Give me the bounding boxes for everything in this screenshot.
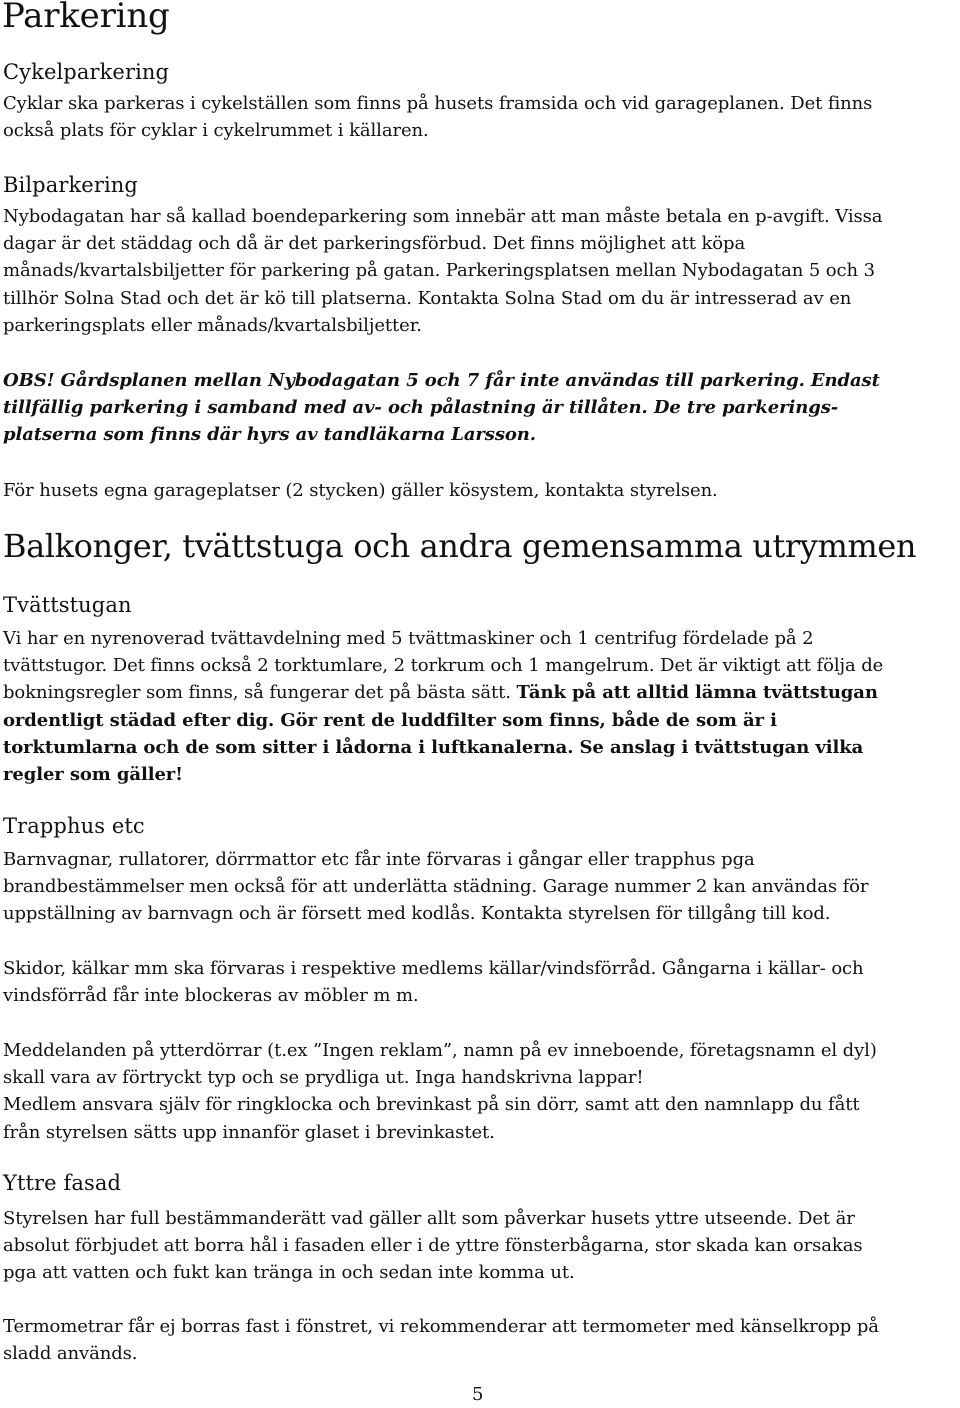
paragraph-bilparkering [3, 203, 953, 339]
text-line: också plats för cyklar i cykelrummet i källaren. [3, 120, 429, 142]
section-heading-cykelparkering: Cykelparkering [3, 60, 170, 84]
text-line: månads/kvartalsbiljetter för parkering på gatan. Parkeringsplatsen mellan Nybodagatan 5 och 3 [3, 260, 875, 282]
text-line: ordentligt städad efter dig. Gör rent de luddfilter som finns, både de som är i [3, 709, 777, 731]
section-title-common-areas: Balkonger, tvättstuga och andra gemensamma utrymmen [3, 527, 917, 565]
text-line: Barnvagnar, rullatorer, dörrmattor etc får inte förvaras i gångar eller trapphus pga [3, 849, 755, 870]
paragraph-tvattstugan [3, 625, 953, 788]
text-line: dagar är det städdag och då är det parkeringsförbud. Det finns möjlighet att köpa [3, 233, 746, 255]
text-line: sladd används. [3, 1343, 138, 1365]
text-line [3, 679, 953, 706]
paragraph-fasad-1 [3, 1205, 953, 1287]
text-line: från styrelsen sätts upp innanför glaset i brevinkastet. [3, 1121, 495, 1143]
text-line: Skidor, kälkar mm ska förvaras i respektive medlems källar/vindsförråd. Gångarna i källar- och [3, 958, 864, 979]
text-line: absolut förbjudet att borra hål i fasaden eller i de yttre fönsterbågarna, stor skada kan orsakas [3, 1235, 863, 1257]
text-line: skall vara av förtryckt typ och se prydliga ut. Inga handskrivna lappar! [3, 1067, 644, 1089]
text-line: Meddelanden på ytterdörrar (t.ex ”Ingen reklam”, namn på ev inneboende, företagsnamn el dyl) [3, 1040, 877, 1061]
page-number: 5 [472, 1384, 484, 1405]
text-line: brandbestämmelser men också för att underlätta städning. Garage nummer 2 kan användas för [3, 876, 869, 898]
text-run: bokningsregler som finns, så fungerar det på bästa sätt. [3, 682, 517, 704]
text-line: pga att vatten och fukt kan tränga in och sedan inte komma ut. [3, 1262, 575, 1284]
text-line: torktumlarna och de som sitter i lådorna i luftkanalerna. Se anslag i tvättstugan vilka [3, 736, 864, 758]
text-line: Termometrar får ej borras fast i fönstret, vi rekommenderar att termometer med känselkropp på [3, 1316, 879, 1337]
section-heading-trapphus: Trapphus etc [3, 814, 145, 838]
text-line: Styrelsen har full bestämmanderätt vad gäller allt som påverkar husets yttre utseende. Det är [3, 1208, 855, 1229]
text-run-bold: Tänk på att alltid lämna tvättstugan [516, 682, 878, 704]
text-line: vindsförråd får inte blockeras av möbler m m. [3, 985, 419, 1007]
paragraph-trapphus-3 [3, 1037, 953, 1146]
section-heading-yttre-fasad: Yttre fasad [3, 1171, 122, 1195]
text-line: platserna som finns där hyrs av tandläkarna Larsson. [3, 424, 536, 446]
text-line: Medlem ansvara själv för ringklocka och brevinkast på sin dörr, samt att den namnlapp du fått [3, 1094, 860, 1116]
text-line: tillhör Solna Stad och det är kö till platserna. Kontakta Solna Stad om du är intresserad av en [3, 287, 852, 309]
paragraph-garage [3, 477, 953, 504]
text-line: regler som gäller! [3, 764, 183, 786]
text-line: OBS! Gårdsplanen mellan Nybodagatan 5 och 7 får inte användas till parkering. Endast [3, 370, 880, 391]
paragraph-trapphus-1 [3, 846, 953, 928]
paragraph-cykelparkering [3, 90, 953, 144]
text-line: parkeringsplats eller månads/kvartalsbiljetter. [3, 314, 422, 336]
section-heading-bilparkering: Bilparkering [3, 173, 138, 197]
text-line: tillfällig parkering i samband med av- och pålastning är tillåten. De tre parkerings- [3, 397, 839, 419]
text-line: Vi har en nyrenoverad tvättavdelning med 5 tvättmaskiner och 1 centrifug fördelade på 2 [3, 628, 814, 649]
paragraph-trapphus-2 [3, 955, 953, 1009]
paragraph-fasad-2 [3, 1313, 953, 1367]
text-line: uppställning av barnvagn och är försett med kodlås. Kontakta styrelsen för tillgång till kod. [3, 903, 831, 925]
page-title: Parkering [2, 0, 170, 36]
text-line: Nybodagatan har så kallad boendeparkering som innebär att man måste betala en p-avgift. Vissa [3, 206, 883, 227]
obs-notice [3, 367, 953, 449]
text-line: För husets egna garageplatser (2 stycken) gäller kösystem, kontakta styrelsen. [3, 480, 718, 501]
text-line: tvättstugor. Det finns också 2 torktumlare, 2 torkrum och 1 mangelrum. Det är viktigt att följa de [3, 655, 884, 677]
section-heading-tvattstugan: Tvättstugan [3, 593, 132, 617]
text-line: Cyklar ska parkeras i cykelställen som finns på husets framsida och vid garageplanen. Det finns [3, 93, 873, 114]
